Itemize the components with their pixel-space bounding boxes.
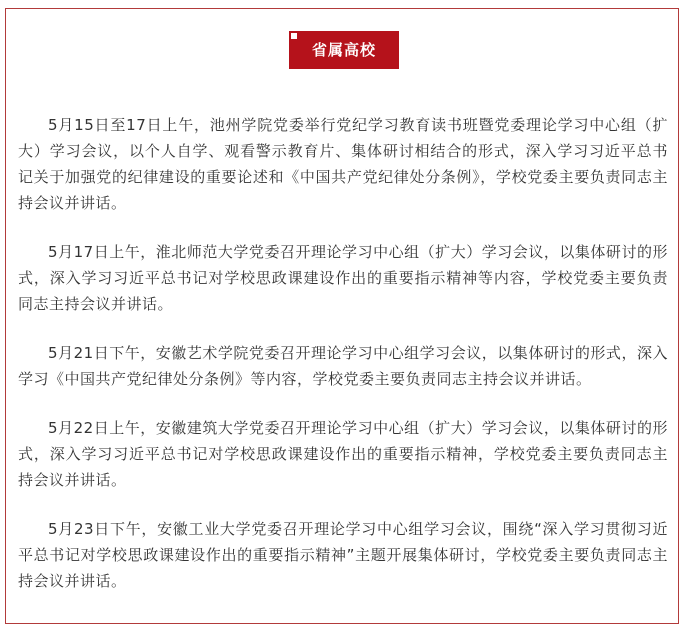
title-corner-mark (291, 33, 297, 39)
paragraph-anhui-arts: 5月21日下午，安徽艺术学院党委召开理论学习中心组学习会议，以集体研讨的形式，深入学习《中国共产党纪律处分条例》等内容，学校党委主要负责同志主持会议并讲话。 (18, 344, 668, 388)
section-title: 省属高校 (289, 31, 399, 69)
paragraph-huaibei: 5月17日上午，淮北师范大学党委召开理论学习中心组（扩大）学习会议，以集体研讨的形式，深入学习习近平总书记对学校思政课建设作出的重要指示精神等内容，学校党委主要负责同志主持会议并讲话。 (18, 243, 668, 313)
paragraph-anhui-gongye: 5月23日下午，安徽工业大学党委召开理论学习中心组学习会议，围绕“深入学习贯彻习近平总书记对学校思政课建设作出的重要指示精神”主题开展集体研讨，学校党委主要负责同志主持会议并讲话。 (18, 520, 668, 590)
paragraph-anhui-jianzhu: 5月22日上午，安徽建筑大学党委召开理论学习中心组（扩大）学习会议，以集体研讨的形式，深入学习习近平总书记对学校思政课建设作出的重要指示精神，学校党委主要负责同志主持会议并讲话。 (18, 419, 668, 489)
paragraph-chizhou: 5月15日至17日上午，池州学院党委举行党纪学习教育读书班暨党委理论学习中心组（扩大）学习会议，以个人自学、观看警示教育片、集体研讨相结合的形式，深入学习习近平总书记关于加强党的纪律建设的重要论述和《中国共产党纪律处分条例》，学校党委主要负责同志主持会议并讲话。 (18, 116, 668, 212)
article-body (18, 112, 668, 617)
